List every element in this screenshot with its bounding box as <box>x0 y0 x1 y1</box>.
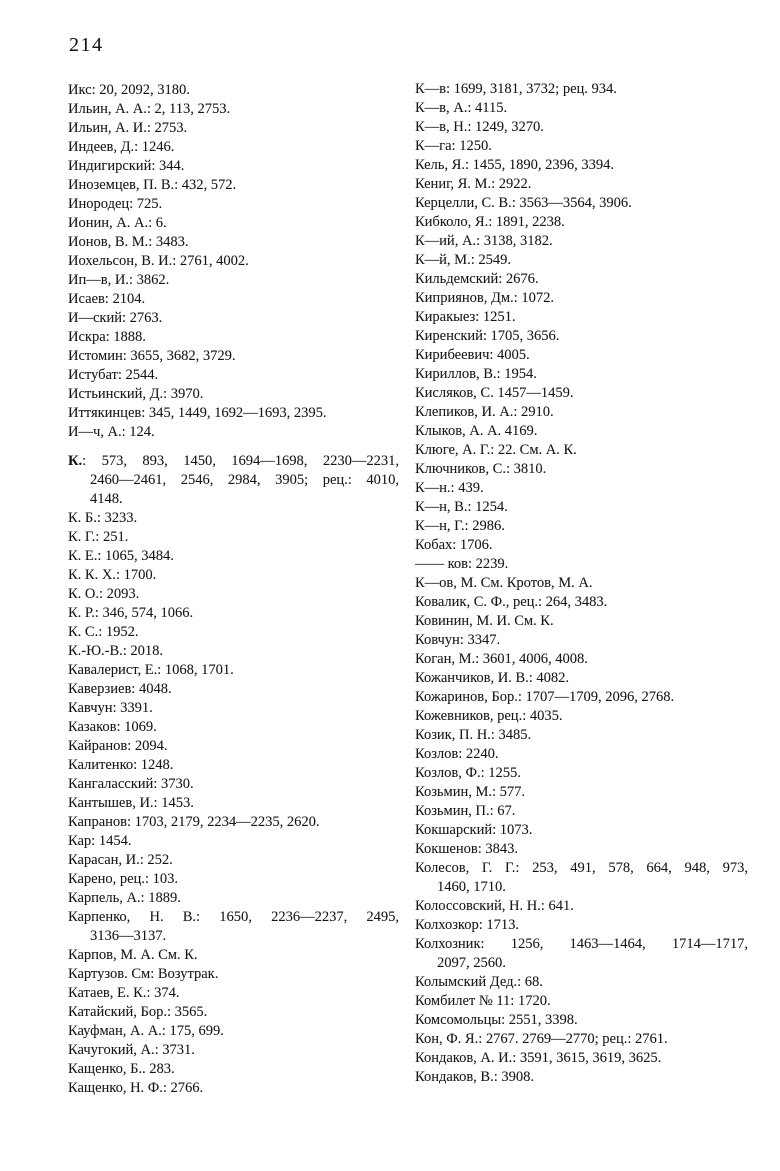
index-entry: Колоссовский, Н. Н.: 641. <box>415 898 574 914</box>
index-entry: Кисляков, С. 1457—1459. <box>415 385 574 401</box>
index-entry: Карасан, И.: 252. <box>68 852 173 868</box>
index-entry: Кащенко, Н. Ф.: 2766. <box>68 1080 204 1096</box>
index-entry: Калитенко: 1248. <box>68 757 174 773</box>
index-entry: К—в, А.: 4115. <box>415 100 508 116</box>
page-number: 214 <box>69 34 104 56</box>
index-entry: Киренский: 1705, 3656. <box>415 328 560 344</box>
index-entry: К. О.: 2093. <box>68 586 140 602</box>
index-entry: Киприянов, Дм.: 1072. <box>415 290 554 306</box>
index-entry: —— ков: 2239. <box>415 556 509 572</box>
index-entry: Карпов, М. А. См. К. <box>68 947 198 963</box>
index-entry-line: К.: 573, 893, 1450, 1694—1698, 2230—2231, <box>68 453 399 469</box>
index-entry: Коган, М.: 3601, 4006, 4008. <box>415 651 588 667</box>
index-entry: Клыков, А. А. 4169. <box>415 423 538 439</box>
index-entry: К—н, В.: 1254. <box>415 499 508 515</box>
index-entry: Кожевников, рец.: 4035. <box>415 708 563 724</box>
index-entry-line: Колхозник: 1256, 1463—1464, 1714—1717, <box>415 936 748 952</box>
index-entry: Истьинский, Д.: 3970. <box>68 386 204 402</box>
index-entry: Капранов: 1703, 2179, 2234—2235, 2620. <box>68 814 320 830</box>
index-entry: Козик, П. Н.: 3485. <box>415 727 532 743</box>
index-entry: Картузов. См: Возутрак. <box>68 966 219 982</box>
index-entry: Кель, Я.: 1455, 1890, 2396, 3394. <box>415 157 614 173</box>
index-entry: Икс: 20, 2092, 3180. <box>68 82 190 98</box>
index-entry: Кибколо, Я.: 1891, 2238. <box>415 214 565 230</box>
index-entry: Истомин: 3655, 3682, 3729. <box>68 348 236 364</box>
index-entry: Ип—в, И.: 3862. <box>68 272 170 288</box>
index-entry: Карено, рец.: 103. <box>68 871 178 887</box>
index-entry: Кильдемский: 2676. <box>415 271 539 287</box>
index-entry: Кожаринов, Бор.: 1707—1709, 2096, 2768. <box>415 689 675 705</box>
index-entry: Качугокий, А.: 3731. <box>68 1042 195 1058</box>
index-entry: К. К. Х.: 1700. <box>68 567 157 583</box>
index-entry: Индеев, Д.: 1246. <box>68 139 175 155</box>
index-entry: Кокшенов: 3843. <box>415 841 518 857</box>
index-entry: Кавчун: 3391. <box>68 700 153 716</box>
index-entry: Клепиков, И. А.: 2910. <box>415 404 554 420</box>
index-entry-line: 4148. <box>90 491 123 507</box>
index-entry: Комсомольцы: 2551, 3398. <box>415 1012 578 1028</box>
index-entry: К—ов, М. См. Кротов, М. А. <box>415 575 593 591</box>
index-entry: К. Р.: 346, 574, 1066. <box>68 605 194 621</box>
index-entry: Истубат: 2544. <box>68 367 159 383</box>
index-column-right <box>415 80 748 1087</box>
index-entry: Кауфман, А. А.: 175, 699. <box>68 1023 224 1039</box>
index-entry: Кондаков, А. И.: 3591, 3615, 3619, 3625. <box>415 1050 662 1066</box>
index-entry-line: 3136—3137. <box>90 928 167 944</box>
index-entry: Кангаласский: 3730. <box>68 776 194 792</box>
index-entry: Карпель, А.: 1889. <box>68 890 181 906</box>
index-entry: Искра: 1888. <box>68 329 146 345</box>
index-entry: К. С.: 1952. <box>68 624 139 640</box>
index-entry: Кащенко, Б.. 283. <box>68 1061 175 1077</box>
index-entry: И—ч, А.: 124. <box>68 424 155 440</box>
index-entry: Кениг, Я. М.: 2922. <box>415 176 532 192</box>
index-entry: Кантышев, И.: 1453. <box>68 795 194 811</box>
index-entry: К. Г.: 251. <box>68 529 129 545</box>
index-entry: Колымский Дед.: 68. <box>415 974 543 990</box>
index-entry: К—ий, А.: 3138, 3182. <box>415 233 553 249</box>
index-entry-line: 2097, 2560. <box>437 955 506 971</box>
index-entry: Кокшарский: 1073. <box>415 822 533 838</box>
index-entry: Кожанчиков, И. В.: 4082. <box>415 670 570 686</box>
index-entry: Исаев: 2104. <box>68 291 146 307</box>
index-entry: Ковчун: 3347. <box>415 632 501 648</box>
index-entry: Керцелли, С. В.: 3563—3564, 3906. <box>415 195 632 211</box>
index-entry: Комбилет № 11: 1720. <box>415 993 551 1009</box>
index-entry: Козьмин, П.: 67. <box>415 803 516 819</box>
index-entry <box>68 908 399 946</box>
index-column-left <box>68 81 399 1098</box>
index-entry: Кон, Ф. Я.: 2767. 2769—2770; рец.: 2761. <box>415 1031 668 1047</box>
index-entry: Ионин, А. А.: 6. <box>68 215 167 231</box>
index-entry-line: 2460—2461, 2546, 2984, 3905; рец.: 4010, <box>90 472 399 488</box>
index-entry: Инородец: 725. <box>68 196 163 212</box>
index-entry-line: Карпенко, Н. В.: 1650, 2236—2237, 2495, <box>68 909 399 925</box>
index-entry: К.-Ю.-В.: 2018. <box>68 643 164 659</box>
index-entry: Кар: 1454. <box>68 833 132 849</box>
index-entry: Козлов, Ф.: 1255. <box>415 765 521 781</box>
index-entry: К. Е.: 1065, 3484. <box>68 548 174 564</box>
index-entry: Иноземцев, П. В.: 432, 572. <box>68 177 237 193</box>
index-entry: Ионов, В. М.: 3483. <box>68 234 189 250</box>
index-entry: Ключников, С.: 3810. <box>415 461 547 477</box>
index-entry: Индигирский: 344. <box>68 158 185 174</box>
index-entry: Ильин, А. А.: 2, 113, 2753. <box>68 101 231 117</box>
index-entry: К—га: 1250. <box>415 138 492 154</box>
index-entry: Кириллов, В.: 1954. <box>415 366 537 382</box>
index-entry: Киракыез: 1251. <box>415 309 516 325</box>
index-entry: Кавалерист, Е.: 1068, 1701. <box>68 662 234 678</box>
index-entry: К. Б.: 3233. <box>68 510 138 526</box>
index-entry: Кобах: 1706. <box>415 537 493 553</box>
index-entry <box>415 935 748 973</box>
index-entry: Козьмин, М.: 577. <box>415 784 526 800</box>
index-entry: Иттякинцев: 345, 1449, 1692—1693, 2395. <box>68 405 327 421</box>
section-letter: К. <box>68 453 83 469</box>
index-entry: Ильин, А. И.: 2753. <box>68 120 188 136</box>
index-entry: К—в: 1699, 3181, 3732; рец. 934. <box>415 81 617 97</box>
index-entry: Ковалик, С. Ф., рец.: 264, 3483. <box>415 594 608 610</box>
index-entry: К—в, Н.: 1249, 3270. <box>415 119 544 135</box>
index-entry: К—н, Г.: 2986. <box>415 518 505 534</box>
index-entry: Колхозкор: 1713. <box>415 917 520 933</box>
index-entry: Кирибеевич: 4005. <box>415 347 530 363</box>
index-entry: Катайский, Бор.: 3565. <box>68 1004 208 1020</box>
index-entry: Катаев, Е. К.: 374. <box>68 985 180 1001</box>
index-entry <box>415 859 748 897</box>
index-entry: Иохельсон, В. И.: 2761, 4002. <box>68 253 249 269</box>
index-entry: Кондаков, В.: 3908. <box>415 1069 535 1085</box>
index-entry: Козлов: 2240. <box>415 746 499 762</box>
index-entry <box>68 452 399 509</box>
index-entry: Казаков: 1069. <box>68 719 157 735</box>
index-entry: К—н.: 439. <box>415 480 484 496</box>
index-entry: Каверзиев: 4048. <box>68 681 172 697</box>
index-entry: Ковинин, М. И. См. К. <box>415 613 554 629</box>
index-entry: Клюге, А. Г.: 22. См. А. К. <box>415 442 577 458</box>
index-entry-line: 1460, 1710. <box>437 879 506 895</box>
index-entry: И—ский: 2763. <box>68 310 163 326</box>
index-entry: Кайранов: 2094. <box>68 738 168 754</box>
index-entry: К—й, М.: 2549. <box>415 252 511 268</box>
index-entry-line: Колесов, Г. Г.: 253, 491, 578, 664, 948, 973, <box>415 860 748 876</box>
